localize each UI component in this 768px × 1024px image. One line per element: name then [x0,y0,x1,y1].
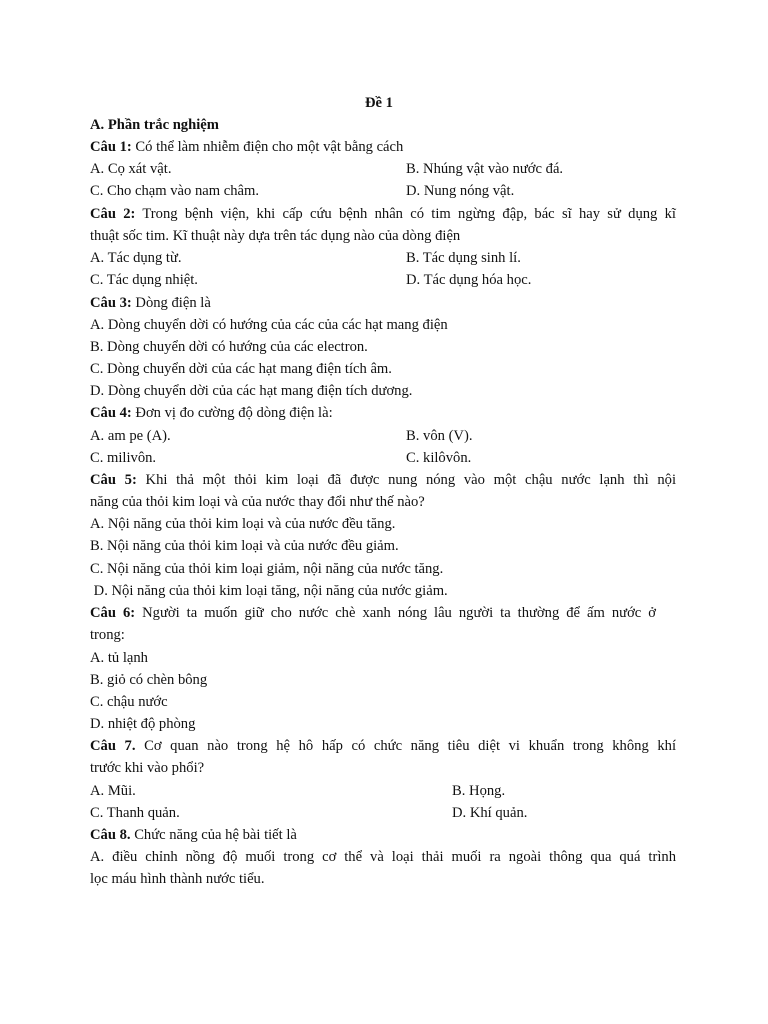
question-1-text: Có thể làm nhiễm điện cho một vật bằng cách [131,139,404,155]
question-2-label: Câu 2: [90,206,136,222]
question-8-text: Chức năng của hệ bài tiết là [130,827,297,843]
q6-option-a: A. tủ lạnh [90,650,148,666]
question-4 [90,404,333,422]
question-4-text: Đơn vị đo cường độ dòng điện là: [131,405,333,421]
question-5-label: Câu 5: [90,472,137,488]
question-3-text: Dòng điện là [131,295,211,311]
q5-option-a: A. Nội năng của thỏi kim loại và của nước đều tăng. [90,516,396,532]
question-2 [90,205,676,223]
q2-option-d: D. Tác dụng hóa học. [406,272,532,288]
question-5-text-line1: Khi thả một thỏi kim loại đã được nung nóng vào một chậu nước lạnh thì nội [136,472,676,488]
q5-option-b: B. Nội năng của thỏi kim loại và của nước đều giảm. [90,538,399,554]
question-7-text-line2: trước khi vào phổi? [90,760,205,776]
q1-option-a: A. Cọ xát vật. [90,161,172,177]
question-8-label: Câu 8. [90,827,131,843]
q5-option-d: D. Nội năng của thỏi kim loại tăng, nội năng của nước giảm. [90,583,448,599]
section-heading: A. Phần trắc nghiệm [90,117,219,133]
q7-option-c: C. Thanh quản. [90,805,180,821]
question-2-text-line1: Trong bệnh viện, khi cấp cứu bệnh nhân có tim ngừng đập, bác sĩ hay sử dụng kĩ [135,206,676,222]
question-2-text-line2: thuật sốc tim. Kĩ thuật này dựa trên tác dụng nào của dòng điện [90,228,461,244]
q6-option-d: D. nhiệt độ phòng [90,716,196,732]
q4-option-d: C. kilôvôn. [406,450,472,466]
question-3-label: Câu 3: [90,295,132,311]
q7-option-a: A. Mũi. [90,783,136,799]
q6-option-b: B. giỏ có chèn bông [90,672,208,688]
question-1 [90,138,403,156]
q3-option-b: B. Dòng chuyển dời có hướng của các electron. [90,339,368,355]
q4-option-c: C. milivôn. [90,450,157,466]
q8-option-a-line2: lọc máu hình thành nước tiểu. [90,871,265,887]
question-6-label: Câu 6: [90,605,136,621]
q7-option-b: B. Họng. [452,783,506,799]
q5-option-c: C. Nội năng của thỏi kim loại giảm, nội năng của nước tăng. [90,561,444,577]
q6-option-c: C. chậu nước [90,694,168,710]
q2-option-a: A. Tác dụng từ. [90,250,182,266]
question-6-text-line2: trong: [90,627,125,643]
q1-option-c: C. Cho chạm vào nam châm. [90,183,260,199]
question-4-label: Câu 4: [90,405,132,421]
question-8 [90,826,297,844]
question-5 [90,471,676,489]
q3-option-d: D. Dòng chuyển dời của các hạt mang điện tích dương. [90,383,413,399]
question-7-label: Câu 7. [90,738,136,754]
q2-option-b: B. Tác dụng sinh lí. [406,250,521,266]
q4-option-b: B. vôn (V). [406,428,473,444]
question-7-text-line1: Cơ quan nào trong hệ hô hấp có chức năng tiêu diệt vi khuẩn trong không khí [135,738,677,754]
q4-option-a: A. am pe (A). [90,428,171,444]
question-1-label: Câu 1: [90,139,132,155]
q7-option-d: D. Khí quản. [452,805,528,821]
q8-option-a-line1: A. điều chỉnh nồng độ muối trong cơ thể và loại thải muối ra ngoài thông qua quá trình [90,849,676,865]
q3-option-a: A. Dòng chuyển dời có hướng của các của các hạt mang điện [90,317,448,333]
question-6-text-line1: Người ta muốn giữ cho nước chè xanh nóng lâu người ta thường để ấm nước ở [135,605,656,621]
q1-option-b: B. Nhúng vật vào nước đá. [406,161,564,177]
question-6 [90,604,656,622]
question-5-text-line2: năng của thỏi kim loại và của nước thay đổi như thế nào? [90,494,425,510]
q2-option-c: C. Tác dụng nhiệt. [90,272,198,288]
q3-option-c: C. Dòng chuyển dời của các hạt mang điện tích âm. [90,361,392,377]
question-3 [90,294,211,312]
question-7 [90,737,676,755]
page-title: Đề 1 [365,95,393,111]
q1-option-d: D. Nung nóng vật. [406,183,515,199]
